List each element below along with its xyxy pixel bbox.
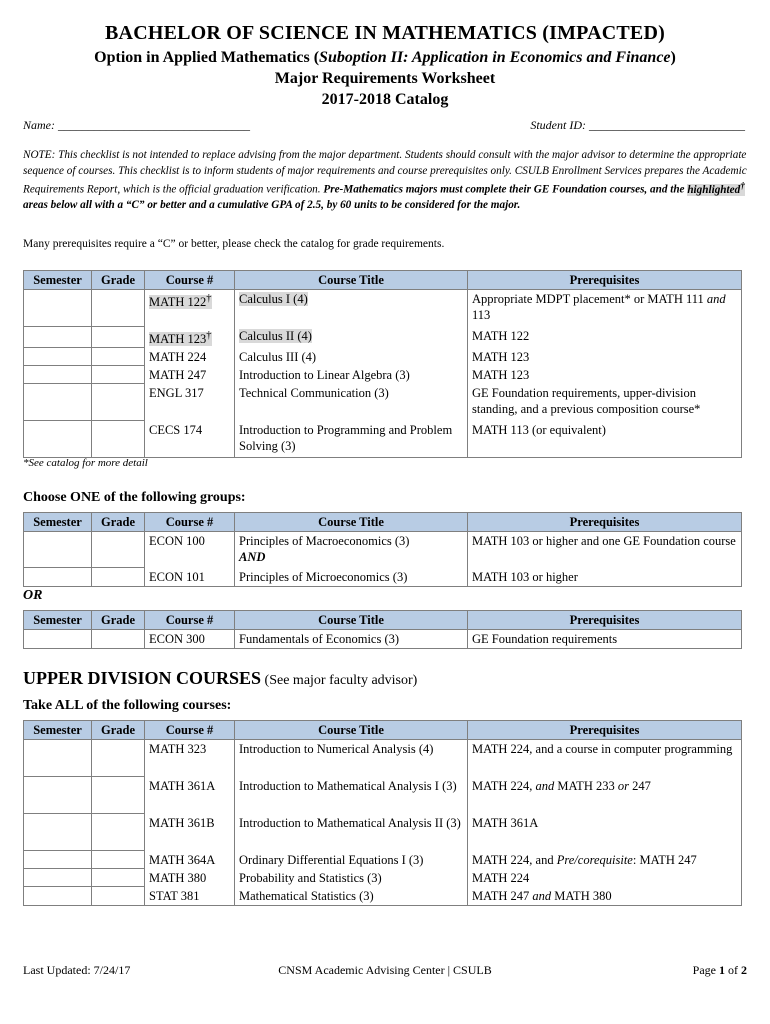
- lower-division-table: [23, 270, 742, 458]
- col-title: Course Title: [235, 721, 468, 740]
- semester-cell[interactable]: [24, 568, 92, 587]
- table-row: [24, 348, 742, 366]
- advising-note: [23, 148, 747, 214]
- page-prefix: Page: [692, 963, 719, 977]
- course-cell: MATH 224: [145, 348, 235, 366]
- prereq-cell: [468, 777, 742, 814]
- col-grade: Grade: [92, 721, 145, 740]
- col-title: Course Title: [235, 611, 468, 630]
- course-cell: [145, 327, 235, 348]
- semester-cell[interactable]: [24, 777, 92, 814]
- col-prereq: Prerequisites: [468, 513, 742, 532]
- course-cell: MATH 380: [145, 869, 235, 887]
- table-row: [24, 740, 742, 777]
- semester-cell[interactable]: [24, 814, 92, 851]
- course-title: Calculus II (4): [239, 328, 312, 343]
- grade-cell[interactable]: [92, 568, 145, 587]
- title-cell: Introduction to Mathematical Analysis I (3): [235, 777, 468, 814]
- semester-cell[interactable]: [24, 421, 92, 458]
- col-course: Course #: [145, 271, 235, 290]
- grade-cell[interactable]: [92, 814, 145, 851]
- course-number: MATH 123: [149, 331, 207, 346]
- grade-cell[interactable]: [92, 740, 145, 777]
- grade-cell[interactable]: [92, 421, 145, 458]
- or-label: OR: [23, 588, 43, 603]
- dagger-mark: †: [206, 329, 212, 341]
- col-course: Course #: [145, 611, 235, 630]
- prereq-cell: MATH 123: [468, 348, 742, 366]
- grade-cell[interactable]: [92, 851, 145, 869]
- upper-division-table: [23, 720, 742, 906]
- grade-cell[interactable]: [92, 887, 145, 906]
- course-cell: ECON 100: [145, 532, 235, 568]
- grade-cell[interactable]: [92, 290, 145, 327]
- table-row: [24, 290, 742, 327]
- course-cell: MATH 361A: [145, 777, 235, 814]
- col-semester: Semester: [24, 271, 92, 290]
- name-field[interactable]: Name: ________________________________: [23, 118, 250, 132]
- title-cell: [235, 532, 468, 568]
- take-all-heading: Take ALL of the following courses:: [23, 698, 232, 713]
- prereq-cell: [468, 290, 742, 327]
- course-cell: ECON 300: [145, 630, 235, 649]
- prereq-cell: [468, 887, 742, 906]
- prereq-cell: MATH 103 or higher and one GE Foundation course: [468, 532, 742, 568]
- title-cell: [235, 327, 468, 348]
- option-suffix: ): [670, 49, 676, 66]
- course-number: MATH 122: [149, 295, 207, 310]
- course-title: Calculus I (4): [239, 292, 308, 306]
- course-cell: CECS 174: [145, 421, 235, 458]
- option-subtitle: [0, 49, 770, 67]
- prereq-cell: MATH 361A: [468, 814, 742, 851]
- prereq-cell: MATH 224: [468, 869, 742, 887]
- table-header-row: [24, 513, 742, 532]
- title-cell: Technical Communication (3): [235, 384, 468, 421]
- grade-cell[interactable]: [92, 348, 145, 366]
- col-semester: Semester: [24, 611, 92, 630]
- course-cell: STAT 381: [145, 887, 235, 906]
- prereq-text: MATH 233: [554, 778, 618, 793]
- col-grade: Grade: [92, 611, 145, 630]
- prereq-text: : MATH 247: [632, 852, 697, 867]
- prereq-text: MATH 247: [472, 888, 533, 903]
- grade-cell[interactable]: [92, 327, 145, 348]
- semester-cell[interactable]: [24, 851, 92, 869]
- semester-cell[interactable]: [24, 384, 92, 421]
- and-connector: AND: [239, 550, 266, 564]
- col-title: Course Title: [235, 513, 468, 532]
- title-cell: Mathematical Statistics (3): [235, 887, 468, 906]
- table-header-row: [24, 271, 742, 290]
- suboption-text: Suboption II: Application in Economics and Finance: [319, 49, 671, 66]
- highlighted-word: [687, 181, 745, 196]
- course-title: Principles of Macroeconomics (3): [239, 534, 410, 548]
- prereq-text: Appropriate MDPT placement* or MATH 111: [472, 292, 707, 306]
- col-prereq: Prerequisites: [468, 611, 742, 630]
- title-cell: Introduction to Linear Algebra (3): [235, 366, 468, 384]
- course-cell: ECON 101: [145, 568, 235, 587]
- grade-cell[interactable]: [92, 532, 145, 568]
- upper-division-heading: [23, 668, 417, 689]
- page-current: 1: [719, 963, 725, 977]
- semester-cell[interactable]: [24, 740, 92, 777]
- table-header-row: [24, 721, 742, 740]
- title-cell: Ordinary Differential Equations I (3): [235, 851, 468, 869]
- course-cell: MATH 364A: [145, 851, 235, 869]
- prereq-cell: MATH 113 (or equivalent): [468, 421, 742, 458]
- table-header-row: [24, 611, 742, 630]
- course-cell: MATH 247: [145, 366, 235, 384]
- col-semester: Semester: [24, 721, 92, 740]
- col-prereq: Prerequisites: [468, 721, 742, 740]
- col-grade: Grade: [92, 271, 145, 290]
- col-prereq: Prerequisites: [468, 271, 742, 290]
- table-row: [24, 851, 742, 869]
- table-row: [24, 777, 742, 814]
- dagger-mark: †: [740, 181, 745, 191]
- highlighted-text: highlighted: [687, 183, 741, 196]
- col-course: Course #: [145, 513, 235, 532]
- course-cell: ENGL 317: [145, 384, 235, 421]
- grade-cell[interactable]: [92, 777, 145, 814]
- col-semester: Semester: [24, 513, 92, 532]
- upper-heading-text: UPPER DIVISION COURSES: [23, 668, 262, 688]
- footer-center: CNSM Academic Advising Center | CSULB: [278, 963, 492, 977]
- prereq-text: 247: [628, 778, 651, 793]
- note-bold-2: areas below all with a “C” or better and a cumulative GPA of 2.5, by 60 units to be considered for the major.: [23, 199, 521, 212]
- note-bold-1: Pre-Mathematics majors must complete their GE Foundation courses, and the: [323, 183, 688, 196]
- title-cell: Probability and Statistics (3): [235, 869, 468, 887]
- semester-cell[interactable]: [24, 348, 92, 366]
- table-row: [24, 869, 742, 887]
- course-cell: MATH 323: [145, 740, 235, 777]
- prereq-grade-note: Many prerequisites require a “C” or better, please check the catalog for grade requirements.: [23, 238, 445, 250]
- name-id-row: [23, 118, 745, 133]
- course-cell: MATH 361B: [145, 814, 235, 851]
- catalog-year: 2017-2018 Catalog: [321, 91, 449, 108]
- table-row: [24, 887, 742, 906]
- semester-cell[interactable]: [24, 887, 92, 906]
- semester-cell[interactable]: [24, 290, 92, 327]
- upper-heading-sub: (See major faculty advisor): [261, 673, 418, 688]
- prereq-cell: MATH 123: [468, 366, 742, 384]
- course-cell: [145, 290, 235, 327]
- semester-cell[interactable]: [24, 532, 92, 568]
- prereq-cell: MATH 224, and a course in computer programming: [468, 740, 742, 777]
- semester-cell[interactable]: [24, 630, 92, 649]
- prereq-text: MATH 224, and: [472, 852, 557, 867]
- course-highlight: [149, 295, 212, 309]
- title-cell: Introduction to Mathematical Analysis II (3): [235, 814, 468, 851]
- choose-one-heading: Choose ONE of the following groups:: [23, 490, 246, 505]
- prereq-text: MATH 224,: [472, 778, 536, 793]
- prereq-italic: and: [532, 888, 552, 903]
- col-course: Course #: [145, 721, 235, 740]
- prereq-cell: MATH 122: [468, 327, 742, 348]
- grade-cell[interactable]: [92, 384, 145, 421]
- col-title: Course Title: [235, 271, 468, 290]
- title-cell: Calculus III (4): [235, 348, 468, 366]
- prereq-cell: MATH 103 or higher: [468, 568, 742, 587]
- table-row: [24, 568, 742, 587]
- col-grade: Grade: [92, 513, 145, 532]
- semester-cell[interactable]: [24, 327, 92, 348]
- prereq-italic: and: [535, 778, 555, 793]
- table-row: [24, 366, 742, 384]
- page-number: [693, 963, 747, 978]
- prereq-cell: [468, 851, 742, 869]
- title-cell: Principles of Microeconomics (3): [235, 568, 468, 587]
- semester-cell[interactable]: [24, 366, 92, 384]
- prereq-cell: GE Foundation requirements, upper-division standing, and a previous composition course*: [468, 384, 742, 421]
- table-row: [24, 814, 742, 851]
- grade-cell[interactable]: [92, 869, 145, 887]
- prereq-italic: and: [706, 292, 726, 306]
- title-cell: Introduction to Numerical Analysis (4): [235, 740, 468, 777]
- course-highlight: [149, 329, 212, 346]
- prereq-italic: Pre/corequisite: [556, 852, 633, 867]
- prereq-text: MATH 380: [551, 888, 612, 903]
- last-updated: Last Updated: 7/24/17: [23, 963, 131, 977]
- prereq-italic: or: [617, 778, 629, 793]
- econ-group-1-table: [23, 512, 742, 587]
- title-cell: [235, 290, 468, 327]
- catalog-footnote: *See catalog for more detail: [23, 457, 148, 469]
- econ-group-2-table: [23, 610, 742, 649]
- table-row: [24, 532, 742, 568]
- option-prefix: Option in Applied Mathematics (: [94, 49, 320, 66]
- worksheet-title: Major Requirements Worksheet: [274, 70, 496, 87]
- semester-cell[interactable]: [24, 869, 92, 887]
- page-title: BACHELOR OF SCIENCE IN MATHEMATICS (IMPACTED): [105, 22, 665, 44]
- table-row: [24, 327, 742, 348]
- table-row: [24, 630, 742, 649]
- page-of: of: [725, 963, 741, 977]
- prereq-cell: GE Foundation requirements: [468, 630, 742, 649]
- grade-cell[interactable]: [92, 630, 145, 649]
- note-text: NOTE: This checklist is not intended to replace advising from the major department. Students should consult with the major advisor to determine the appropriate sequence of courses. This checklist is to inform students of major requirements and course prerequisites only. CSULB Enrollment Services prepares the Academic Requirements Report, which is the official graduation verification.: [23, 149, 747, 196]
- student-id-field[interactable]: Student ID: __________________________: [530, 118, 745, 132]
- table-row: [24, 421, 742, 458]
- grade-cell[interactable]: [92, 366, 145, 384]
- table-row: [24, 384, 742, 421]
- title-cell: Introduction to Programming and Problem Solving (3): [235, 421, 468, 458]
- prereq-text: 113: [472, 308, 491, 322]
- title-cell: Fundamentals of Economics (3): [235, 630, 468, 649]
- page-total: 2: [741, 963, 747, 977]
- dagger-mark: †: [206, 293, 212, 304]
